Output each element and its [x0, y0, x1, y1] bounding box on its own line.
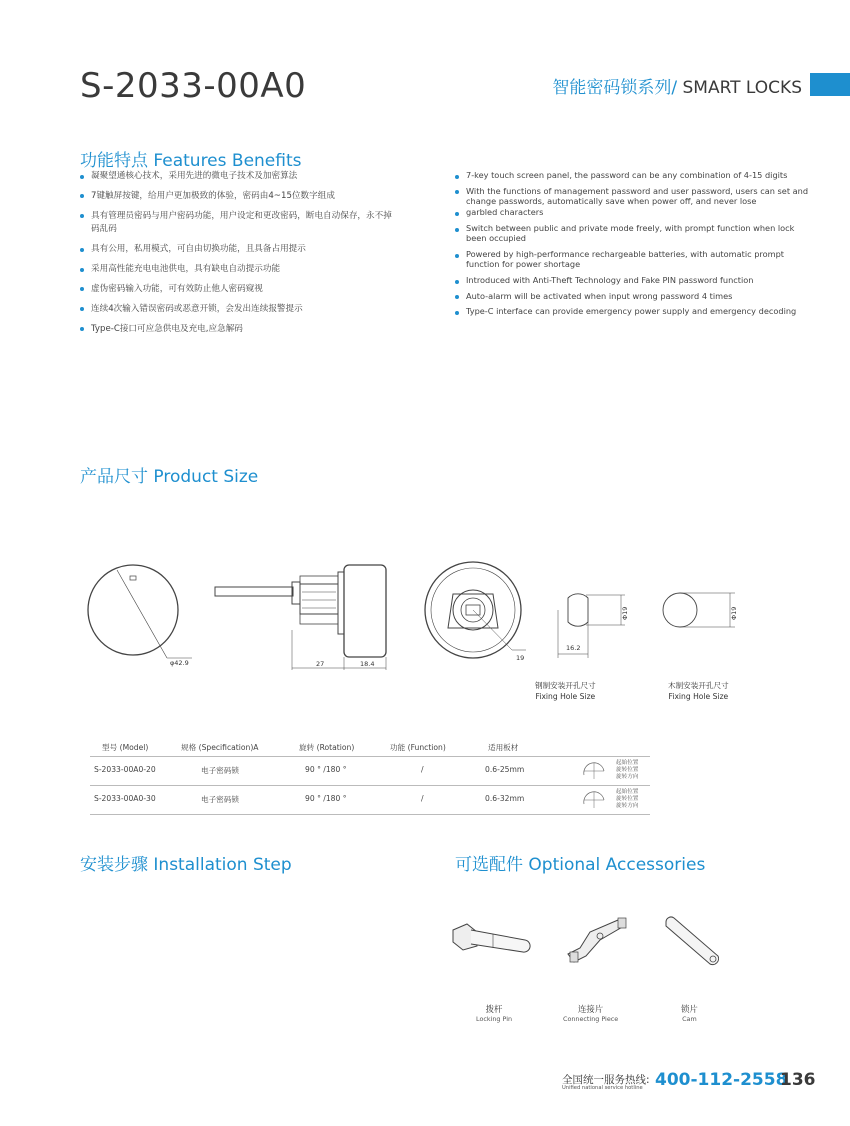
- wood-hole-caption-en: Fixing Hole Size: [668, 692, 729, 701]
- rotation-diagram-icon: [580, 759, 614, 783]
- accessory-name-en: Connecting Piece: [563, 1015, 619, 1023]
- spec-cell-rotation: 90 ° /180 °: [305, 794, 347, 803]
- features-list-en: [455, 170, 815, 322]
- hotline-number: 400-112-2558: [655, 1070, 788, 1090]
- feature-cn-item: 连续4次输入错误密码或恶意开锁，会发出连续报警提示: [80, 303, 400, 316]
- steel-hole-caption-cn: 钢制安装开孔尺寸: [535, 681, 596, 690]
- spec-cell-function: /: [421, 765, 424, 774]
- feature-cn-item: 凝聚望通核心技术，采用先进的微电子技术及加密算法: [80, 170, 400, 183]
- cam-image: [660, 910, 730, 970]
- rotation-note-direction: 旋转方向: [616, 803, 639, 809]
- accessories-heading-cn: 可选配件: [455, 855, 523, 875]
- features-heading: [80, 146, 302, 171]
- product-size-heading-en: Product Size: [153, 467, 259, 487]
- locking-pin-image: [445, 910, 535, 970]
- feature-en-item: garbled characters: [455, 207, 815, 217]
- accessories-heading-en: Optional Accessories: [528, 855, 706, 875]
- dim-length-18: 18.4: [360, 660, 375, 668]
- accessory-name-en: Cam: [682, 1015, 697, 1023]
- accessory-name-en: Locking Pin: [476, 1015, 513, 1023]
- accessory-caption-connecting-piece: [563, 1003, 618, 1023]
- rotation-note-rotate: 旋转位置: [616, 796, 639, 802]
- features-heading-cn: 功能特点: [80, 151, 148, 171]
- spec-cell-spec: 电子密码锁: [201, 795, 239, 804]
- table-row: [80, 757, 650, 786]
- feature-cn-item: 采用高性能充电电池供电，具有缺电自动提示功能: [80, 263, 400, 276]
- header-accent-bar: [810, 73, 850, 96]
- spec-cell-model: S-2033-00A0-30: [94, 794, 156, 803]
- hotline-label-en: Unified national service hotline: [562, 1085, 643, 1091]
- accessories-heading: [455, 850, 705, 875]
- series-title-cn: 智能密码锁系列/: [552, 78, 678, 98]
- spec-header-specification: 规格 (Specification)A: [181, 743, 259, 752]
- features-heading-en: Features Benefits: [153, 151, 302, 171]
- spec-header-model: 型号 (Model): [102, 743, 149, 752]
- product-drawings: [80, 550, 760, 675]
- front-view-drawing: [88, 565, 192, 667]
- accessory-name-cn: 连接片: [578, 1004, 604, 1014]
- feature-cn-item: 具有管理员密码与用户密码功能，用户设定和更改密码，断电自动保存，永不掉码乱码: [80, 210, 400, 237]
- feature-en-item: With the functions of management password and user password, users can set and change passwords, automatically save when power off, and never lose: [455, 186, 815, 207]
- steel-hole-caption-en: Fixing Hole Size: [535, 692, 596, 701]
- spec-header-rotation: 旋转 (Rotation): [299, 743, 355, 752]
- accessory-name-cn: 拨杆: [485, 1004, 503, 1014]
- feature-cn-item: 7键触屏按键，给用户更加极致的体验，密码由4~15位数字组成: [80, 190, 400, 203]
- dim-front-19: 19: [516, 654, 525, 662]
- spec-cell-spec: 电子密码锁: [201, 766, 239, 775]
- spec-header-row: [80, 735, 650, 757]
- feature-en-item: Powered by high-performance rechargeable batteries, with automatic prompt function for power shortage: [455, 249, 815, 270]
- row-divider: [90, 814, 650, 815]
- feature-en-item: 7-key touch screen panel, the password can be any combination of 4-15 digits: [455, 170, 815, 180]
- dim-steel-width: 16.2: [566, 644, 581, 652]
- dim-wood-height: Φ19: [730, 606, 738, 620]
- rotation-note-direction: 旋转方向: [616, 774, 639, 780]
- features-list-cn: [80, 170, 400, 343]
- product-size-heading-cn: 产品尺寸: [80, 467, 148, 487]
- spec-header-function: 功能 (Function): [390, 743, 446, 752]
- rotation-note-start: 起始位置: [616, 760, 639, 766]
- hotline-label-cn: 全国统一服务热线:: [562, 1074, 650, 1086]
- accessory-caption-cam: [681, 1003, 698, 1023]
- table-row: [80, 786, 650, 815]
- dim-steel-height: Φ19: [621, 606, 629, 620]
- installation-heading: [80, 850, 292, 875]
- steel-hole-caption: [535, 680, 596, 702]
- rotation-note: [616, 789, 638, 810]
- feature-en-item: Introduced with Anti-Theft Technology and Fake PIN password function: [455, 275, 815, 285]
- feature-en-item: Switch between public and private mode freely, with prompt function when lock been occupied: [455, 223, 815, 244]
- rotation-diagram-icon: [580, 788, 614, 812]
- series-title-en: SMART LOCKS: [677, 78, 802, 98]
- model-title: S-2033-00A0: [80, 66, 307, 106]
- spec-cell-rotation: 90 ° /180 °: [305, 765, 347, 774]
- spec-header-panel: 适用板材: [488, 743, 519, 752]
- feature-cn-item: Type-C接口可应急供电及充电,应急解码: [80, 323, 400, 336]
- product-size-heading: [80, 462, 258, 487]
- feature-en-item: Type-C interface can provide emergency power supply and emergency decoding: [455, 306, 815, 316]
- spec-cell-panel: 0.6-32mm: [485, 794, 525, 803]
- dim-length-27: 27: [316, 660, 325, 668]
- feature-en-item: Auto-alarm will be activated when input wrong password 4 times: [455, 291, 815, 301]
- rotation-note-start: 起始位置: [616, 789, 639, 795]
- wood-hole-caption: [668, 680, 729, 702]
- wood-hole-drawing: [663, 593, 738, 627]
- series-title: [552, 73, 802, 98]
- rotation-note: [616, 760, 638, 781]
- page-number: 136: [780, 1070, 816, 1090]
- side-view-drawing: [215, 565, 386, 670]
- dim-diameter: φ42.9: [170, 659, 189, 667]
- installation-heading-en: Installation Step: [153, 855, 292, 875]
- spec-cell-panel: 0.6-25mm: [485, 765, 525, 774]
- connecting-piece-image: [560, 910, 640, 970]
- wood-hole-caption-cn: 木制安装开孔尺寸: [668, 681, 729, 690]
- spec-table: [80, 735, 650, 815]
- spec-cell-function: /: [421, 794, 424, 803]
- installation-heading-cn: 安装步骤: [80, 855, 148, 875]
- accessory-name-cn: 锁片: [681, 1004, 698, 1014]
- feature-cn-item: 虚伪密码输入功能，可有效防止他人密码窥视: [80, 283, 400, 296]
- rotation-note-rotate: 旋转位置: [616, 767, 639, 773]
- steel-hole-drawing: [558, 594, 629, 658]
- rear-view-drawing: [425, 562, 526, 662]
- accessory-caption-locking-pin: [476, 1003, 512, 1023]
- feature-cn-item: 具有公用，私用模式，可自由切换功能，且具备占用提示: [80, 243, 400, 256]
- spec-cell-model: S-2033-00A0-20: [94, 765, 156, 774]
